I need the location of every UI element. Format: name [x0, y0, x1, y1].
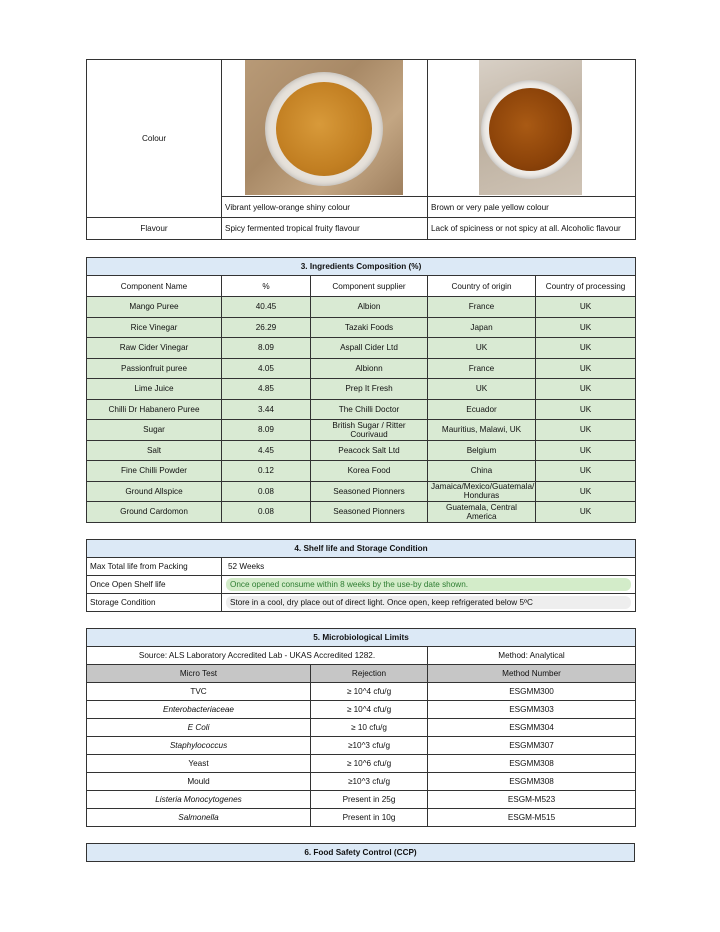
ingredients-cell: 4.45	[222, 440, 311, 461]
ingredients-cell: Prep It Fresh	[311, 379, 428, 400]
micro-cell: ≥ 10^4 cfu/g	[311, 683, 428, 701]
micro-cell: ESGMM304	[428, 719, 636, 737]
table-row	[87, 358, 636, 379]
table-row	[87, 773, 636, 791]
table-row	[87, 338, 636, 359]
flavour-bad: Lack of spiciness or not spicy at all. Alcoholic flavour	[428, 218, 636, 240]
ingredients-cell: Tazaki Foods	[311, 317, 428, 338]
micro-table	[86, 628, 636, 827]
table-row	[87, 420, 636, 441]
ingredients-cell: Aspall Cider Ltd	[311, 338, 428, 359]
table-row	[87, 502, 636, 523]
ingredients-cell: France	[428, 297, 536, 318]
micro-cell: Mould	[87, 773, 311, 791]
ingredients-cell: Albion	[311, 297, 428, 318]
ingredients-cell: Ground Allspice	[87, 481, 222, 502]
micro-cell: ≥ 10^6 cfu/g	[311, 755, 428, 773]
storage-condition-label: Storage Condition	[87, 594, 222, 612]
micro-cell: Enterobacteriaceae	[87, 701, 311, 719]
table-row	[87, 440, 636, 461]
ingredients-cell: UK	[536, 440, 636, 461]
ingredients-cell: Raw Cider Vinegar	[87, 338, 222, 359]
micro-cell: Staphylococcus	[87, 737, 311, 755]
colour-desc-good: Vibrant yellow-orange shiny colour	[222, 197, 428, 218]
ingredients-cell: 40.45	[222, 297, 311, 318]
table-row	[87, 719, 636, 737]
ingredients-cell: Ground Cardomon	[87, 502, 222, 523]
micro-cell: TVC	[87, 683, 311, 701]
ingredients-cell: UK	[536, 399, 636, 420]
micro-cell: ≥ 10^4 cfu/g	[311, 701, 428, 719]
ingredients-cell: UK	[428, 338, 536, 359]
micro-title: 5. Microbiological Limits	[87, 629, 636, 647]
sauce-good	[276, 82, 372, 176]
shelf-life-table	[86, 539, 636, 612]
ingredients-header-cell: Component supplier	[311, 276, 428, 297]
max-life-label: Max Total life from Packing	[87, 558, 222, 576]
ingredients-cell: Salt	[87, 440, 222, 461]
ingredients-header-cell: Country of origin	[428, 276, 536, 297]
table-row	[87, 809, 636, 827]
micro-cell: ESGMM300	[428, 683, 636, 701]
food-safety-title: 6. Food Safety Control (CCP)	[87, 844, 635, 862]
ingredients-cell: China	[428, 461, 536, 482]
ingredients-cell: 4.05	[222, 358, 311, 379]
ingredients-cell: UK	[536, 420, 636, 441]
ingredients-cell: UK	[536, 461, 636, 482]
ingredients-cell: 26.29	[222, 317, 311, 338]
ingredients-cell: Albionn	[311, 358, 428, 379]
ingredients-cell: British Sugar / Ritter Courivaud	[311, 420, 428, 441]
micro-cell: Present in 25g	[311, 791, 428, 809]
table-row	[87, 461, 636, 482]
micro-header-cell: Rejection	[311, 665, 428, 683]
colour-desc-bad: Brown or very pale yellow colour	[428, 197, 636, 218]
ingredients-cell: 8.09	[222, 338, 311, 359]
ingredients-cell: 8.09	[222, 420, 311, 441]
max-life-value: 52 Weeks	[222, 558, 636, 576]
micro-method: Method: Analytical	[428, 647, 636, 665]
ingredients-cell: UK	[536, 317, 636, 338]
micro-cell: ESGM-M523	[428, 791, 636, 809]
shelf-life-title: 4. Shelf life and Storage Condition	[87, 540, 636, 558]
ingredients-title: 3. Ingredients Composition (%)	[87, 258, 636, 276]
ingredients-cell: Guatemala, Central America	[428, 502, 536, 523]
ingredients-cell: Mango Puree	[87, 297, 222, 318]
ingredients-cell: 0.08	[222, 502, 311, 523]
ingredients-cell: Korea Food	[311, 461, 428, 482]
ingredients-cell: 4.85	[222, 379, 311, 400]
micro-cell: ESGMM303	[428, 701, 636, 719]
ingredients-table	[86, 257, 636, 523]
ingredients-header-cell: Component Name	[87, 276, 222, 297]
ingredients-cell: The Chilli Doctor	[311, 399, 428, 420]
flavour-label: Flavour	[87, 218, 222, 240]
table-row	[87, 791, 636, 809]
table-row	[87, 737, 636, 755]
ingredients-cell: Rice Vinegar	[87, 317, 222, 338]
micro-cell: ESGMM308	[428, 755, 636, 773]
flavour-good: Spicy fermented tropical fruity flavour	[222, 218, 428, 240]
micro-header-cell: Method Number	[428, 665, 636, 683]
micro-cell: ≥10^3 cfu/g	[311, 773, 428, 791]
micro-source: Source: ALS Laboratory Accredited Lab - UKAS Accredited 1282.	[87, 647, 428, 665]
ingredients-cell: UK	[536, 502, 636, 523]
micro-cell: Listeria Monocytogenes	[87, 791, 311, 809]
ingredients-cell: Belgium	[428, 440, 536, 461]
micro-cell: ≥10^3 cfu/g	[311, 737, 428, 755]
ingredients-header-cell: %	[222, 276, 311, 297]
ingredients-cell: Japan	[428, 317, 536, 338]
ingredients-cell: Lime Juice	[87, 379, 222, 400]
ingredients-cell: Seasoned Pionners	[311, 481, 428, 502]
ingredients-cell: Fine Chilli Powder	[87, 461, 222, 482]
colour-label: Colour	[87, 60, 222, 218]
table-row	[87, 683, 636, 701]
table-row	[87, 755, 636, 773]
ingredients-cell: UK	[536, 481, 636, 502]
ingredients-cell: Passionfruit puree	[87, 358, 222, 379]
ingredients-cell: UK	[536, 338, 636, 359]
open-shelf-life-label: Once Open Shelf life	[87, 576, 222, 594]
micro-cell: E Coli	[87, 719, 311, 737]
ingredients-cell: 0.12	[222, 461, 311, 482]
ingredients-cell: UK	[536, 379, 636, 400]
ingredients-cell: UK	[428, 379, 536, 400]
ingredients-cell: UK	[536, 297, 636, 318]
micro-header-cell: Micro Test	[87, 665, 311, 683]
ingredients-cell: France	[428, 358, 536, 379]
micro-cell: Present in 10g	[311, 809, 428, 827]
open-shelf-life-value: Once opened consume within 8 weeks by the use-by date shown.	[226, 578, 631, 591]
micro-cell: ≥ 10 cfu/g	[311, 719, 428, 737]
micro-cell: ESGMM307	[428, 737, 636, 755]
ingredients-cell: Jamaica/Mexico/Guatemala/ Honduras	[428, 481, 536, 502]
ingredients-cell: Peacock Salt Ltd	[311, 440, 428, 461]
table-row	[87, 317, 636, 338]
table-row	[87, 481, 636, 502]
ingredients-cell: Sugar	[87, 420, 222, 441]
ingredients-cell: Ecuador	[428, 399, 536, 420]
ingredients-cell: Seasoned Pionners	[311, 502, 428, 523]
ingredients-cell: Mauritius, Malawi, UK	[428, 420, 536, 441]
ingredients-cell: Chilli Dr Habanero Puree	[87, 399, 222, 420]
micro-cell: Yeast	[87, 755, 311, 773]
ingredients-cell: UK	[536, 358, 636, 379]
table-row	[87, 297, 636, 318]
food-safety-table	[86, 843, 635, 862]
bad-sample-photo	[479, 60, 582, 195]
micro-cell: ESGM-M515	[428, 809, 636, 827]
ingredients-header-cell: Country of processing	[536, 276, 636, 297]
table-row	[87, 701, 636, 719]
ingredients-cell: 0.08	[222, 481, 311, 502]
storage-condition-value: Store in a cool, dry place out of direct light. Once open, keep refrigerated below 5ºC	[226, 596, 631, 609]
micro-cell: Salmonella	[87, 809, 311, 827]
table-row	[87, 399, 636, 420]
sauce-bad	[489, 88, 572, 171]
ingredients-cell: 3.44	[222, 399, 311, 420]
good-sample-photo	[245, 60, 403, 195]
table-row	[87, 379, 636, 400]
micro-cell: ESGMM308	[428, 773, 636, 791]
